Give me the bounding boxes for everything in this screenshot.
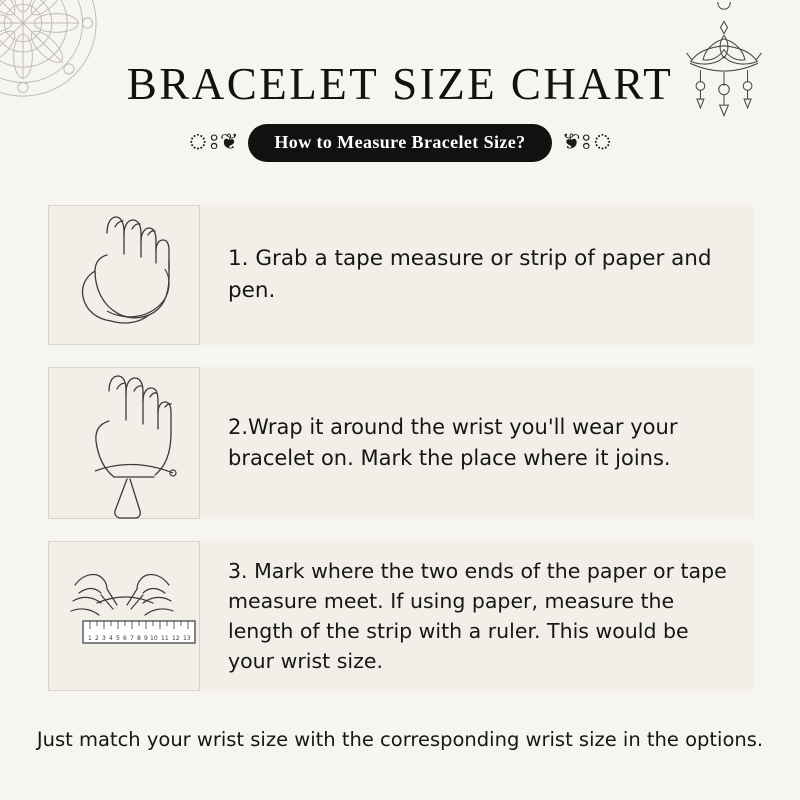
svg-text:5: 5 [116,635,120,642]
step-1-thumbnail [48,205,200,345]
svg-text:12: 12 [172,635,180,642]
svg-text:3: 3 [102,635,106,642]
svg-text:6: 6 [123,635,127,642]
svg-text:4: 4 [109,635,113,642]
footer-note: Just match your wrist size with the corresponding wrist size in the options. [36,728,764,751]
step-2-text: 2.Wrap it around the wrist you'll wear your bracelet on. Mark the place where it joins. [228,414,678,470]
svg-text:8: 8 [137,635,141,642]
step-1-text: 1. Grab a tape measure or strip of paper and pen. [228,245,712,303]
step-3-thumbnail [48,541,200,691]
flourish-right-icon: ঃ❦ [561,129,613,154]
svg-text:13: 13 [183,635,191,642]
svg-text:11: 11 [161,635,169,642]
subtitle-row [0,124,800,162]
step-3-text: 3. Mark where the two ends of the paper or tape measure meet. If using paper, measure the length of the strip with a ruler. This would be your wrist size. [228,558,727,674]
svg-text:2: 2 [95,635,99,642]
list-item [48,205,754,345]
svg-text:10: 10 [150,635,158,642]
list-item [48,367,754,519]
list-item [48,541,754,691]
svg-text:7: 7 [130,635,134,642]
subtitle-badge: How to Measure Bracelet Size? [248,124,551,162]
page-title: BRACELET SIZE CHART [126,59,674,109]
steps-list [48,205,754,713]
svg-text:9: 9 [144,635,148,642]
svg-text:1: 1 [88,635,92,642]
step-2-thumbnail [48,367,200,519]
flourish-left-icon: ঃ❦ [187,129,239,154]
